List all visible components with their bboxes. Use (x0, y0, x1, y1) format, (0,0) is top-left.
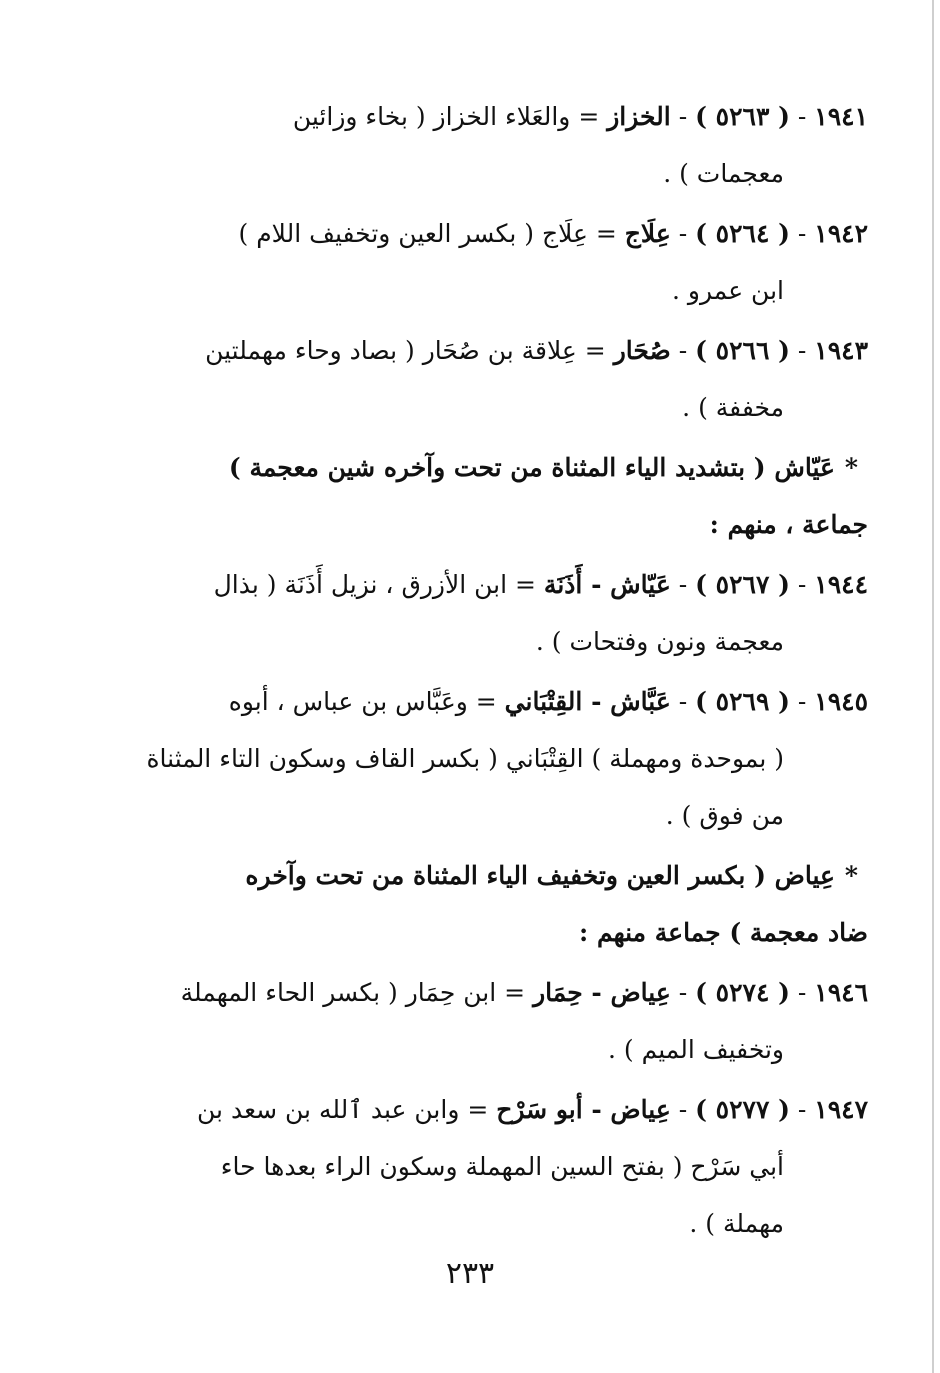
entry-1942: ١٩٤٢ - ( ٥٢٦٤ ) - عِلَاج = عِلَاج ( بكسر العين وتخفيف اللام ) ابن عمرو . (116, 205, 868, 319)
entry-text: = عِلَاج ( بكسر العين وتخفيف اللام ) (238, 219, 617, 248)
entry-number: ١٩٤٣ (814, 336, 868, 365)
entry-continuation: مهملة ) . (689, 1209, 784, 1238)
entry-text: = ابن حِمَار ( بكسر الحاء المهملة (180, 978, 526, 1007)
entry-continuation: ( بموحدة ومهملة ) القِتْبَاني ( بكسر القاف وسكون التاء المثناة (146, 744, 784, 773)
page-number: ٢٣٣ (445, 1256, 495, 1291)
entry-continuation: معجمات ) . (663, 159, 784, 188)
page-edge (932, 0, 934, 1373)
entry-head: عِياض - حِمَار (533, 978, 671, 1007)
entry-continuation: ابن عمرو . (671, 276, 784, 305)
entry-head: عِلَاج (624, 219, 671, 248)
entry-ref: ( ٥٢٦٩ ) (695, 687, 790, 716)
entry-head: عَيّاش - أَذَنَة (543, 570, 671, 599)
entry-text: = عِلاقة بن صُحَار ( بصاد وحاء مهملتين (205, 336, 606, 365)
entry-ref: ( ٥٢٦٤ ) (695, 219, 790, 248)
entry-text: = وعَبَّاس بن عباس ، أبوه (228, 687, 497, 716)
entry-number: ١٩٤٢ (814, 219, 868, 248)
section-heading-iyad (116, 847, 868, 961)
entry-ref: ( ٥٢٧٧ ) (695, 1095, 790, 1124)
entry-ref: ( ٥٢٧٤ ) (695, 978, 790, 1007)
entry-1941: ١٩٤١ - ( ٥٢٦٣ ) - الخزاز = والعَلاء الخزاز ( بخاء وزائين معجمات ) . (116, 88, 868, 202)
entry-number: ١٩٤٥ (814, 687, 868, 716)
entry-number: ١٩٤٤ (814, 570, 868, 599)
page-content (116, 88, 868, 1255)
entry-continuation: وتخفيف الميم ) . (608, 1035, 784, 1064)
entry-continuation: معجمة ونون وفتحات ) . (535, 627, 784, 656)
entry-number: ١٩٤٦ (814, 978, 868, 1007)
entry-head: الخزاز (607, 102, 671, 131)
entry-1944: ١٩٤٤ - ( ٥٢٦٧ ) - عَيّاش - أَذَنَة = ابن الأزرق ، نزيل أَذَنَة ( بذال معجمة ونون وفتحات ) . (116, 556, 868, 670)
entry-text: = وابن عبد ٱلله بن سعد بن (197, 1095, 489, 1124)
heading-continuation: ضاد معجمة ) جماعة منهم : (579, 918, 868, 947)
heading-text: عِياض ( بكسر العين وتخفيف الياء المثناة من تحت وآخره (245, 861, 835, 890)
entry-1943: ١٩٤٣ - ( ٥٢٦٦ ) - صُحَار = عِلاقة بن صُحَار ( بصاد وحاء مهملتين مخففة ) . (116, 322, 868, 436)
entry-number: ١٩٤٧ (814, 1095, 868, 1124)
entry-head: عِياض - أبو سَرْح (496, 1095, 671, 1124)
entry-text: = والعَلاء الخزاز ( بخاء وزائين (292, 102, 600, 131)
entry-continuation: مخففة ) . (682, 393, 784, 422)
entry-head: صُحَار (613, 336, 671, 365)
heading-text: عَيّاش ( بتشديد الياء المثناة من تحت وآخره شين معجمة ) (228, 453, 835, 482)
heading-continuation: جماعة ، منهم : (709, 510, 868, 539)
entry-text: = ابن الأزرق ، نزيل أَذَنَة ( بذال (213, 570, 536, 599)
entry-continuation: من فوق ) . (665, 801, 784, 830)
entry-continuation: أبي سَرْح ( بفتح السين المهملة وسكون الراء بعدها حاء (220, 1152, 784, 1181)
entry-ref: ( ٥٢٦٣ ) (695, 102, 790, 131)
asterisk-icon: * (844, 453, 858, 482)
entry-number: ١٩٤١ (814, 102, 868, 131)
section-heading-ayyash (116, 439, 868, 553)
entry-1946: ١٩٤٦ - ( ٥٢٧٤ ) - عِياض - حِمَار = ابن حِمَار ( بكسر الحاء المهملة وتخفيف الميم ) . (116, 964, 868, 1078)
entry-1945: ١٩٤٥ - ( ٥٢٦٩ ) - عَبَّاش - القِتْبَاني = وعَبَّاس بن عباس ، أبوه ( بموحدة ومهملة ) القِتْبَاني ( بكسر القاف وسكون التاء المثناة من فوق ) . (116, 673, 868, 844)
entry-ref: ( ٥٢٦٦ ) (695, 336, 790, 365)
entry-1947: ١٩٤٧ - ( ٥٢٧٧ ) - عِياض - أبو سَرْح = وابن عبد ٱلله بن سعد بن أبي سَرْح ( بفتح السين المهملة وسكون الراء بعدها حاء مهملة ) . (116, 1081, 868, 1252)
asterisk-icon: * (844, 861, 858, 890)
entry-ref: ( ٥٢٦٧ ) (695, 570, 790, 599)
entry-head: عَبَّاش - القِتْبَاني (504, 687, 671, 716)
